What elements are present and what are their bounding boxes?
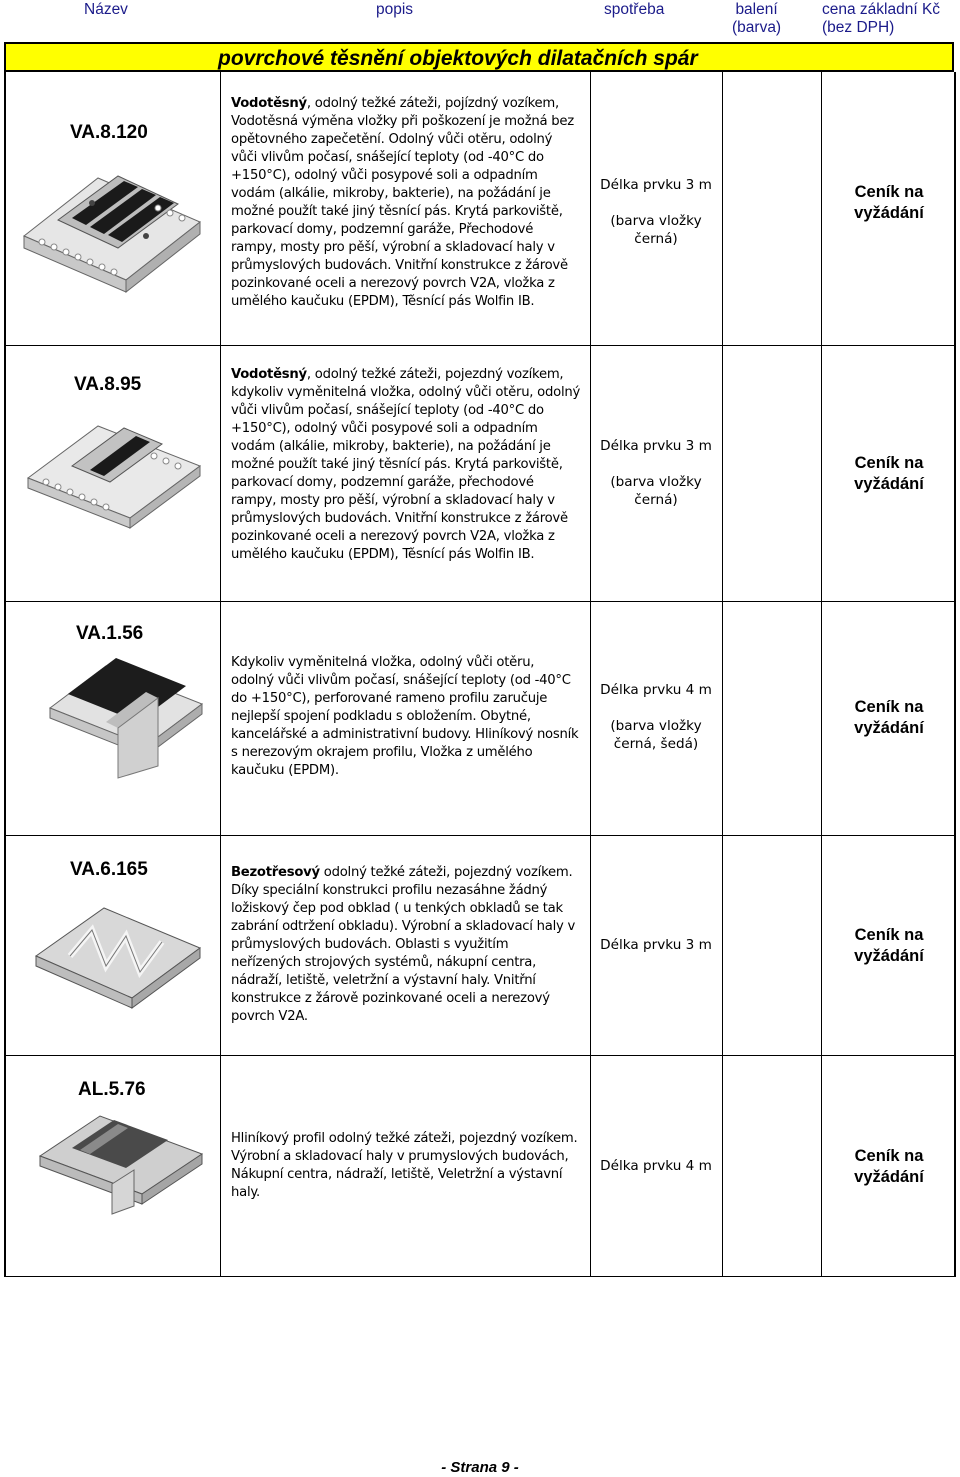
product-code: VA.8.120: [70, 122, 148, 143]
packaging-length: Délka prvku 3 m: [600, 937, 712, 953]
packaging-info: [591, 936, 721, 954]
packaging-length: Délka prvku 4 m: [600, 1158, 712, 1174]
product-description: [231, 95, 581, 311]
packaging-length: Délka prvku 3 m: [600, 438, 712, 454]
header-name: Název: [84, 1, 128, 18]
table-header: [0, 0, 960, 46]
product-code: VA.1.56: [76, 623, 144, 644]
packaging-color: (barva vložky černá): [610, 474, 702, 508]
description-highlight: Vodotěsný: [231, 367, 307, 382]
product-description: [231, 654, 581, 780]
packaging-info: [591, 437, 721, 509]
description-highlight: Bezotřesový: [231, 865, 320, 880]
product-code: VA.8.95: [74, 374, 142, 395]
packaging-info: [591, 1157, 721, 1175]
product-description: [231, 864, 581, 1026]
product-image: [18, 148, 208, 293]
section-title-bar: [4, 42, 954, 72]
packaging-length: Délka prvku 3 m: [600, 177, 712, 193]
description-text: Kdykoliv vyměnitelná vložka, odolný vůči otěru, odolný vůči vlivům počasí, snášející teploty (od -40°C do +150°C), perforované rameno profilu zaručuje nejlepší spojení podkladu s obložením. Obytné, kancelářské a administrativní budovy. Hliníkový nosník s nerezovým okrajem profilu, Vložka z umělého kaučuku (EPDM).: [231, 655, 579, 778]
product-image: [46, 648, 206, 783]
price-label: Ceník na vyžádání: [854, 1147, 924, 1186]
product-description: [231, 1130, 581, 1202]
price-label: Ceník na vyžádání: [854, 454, 924, 493]
packaging-color: (barva vložky černá, šedá): [610, 718, 702, 752]
description-text: , odolný težké záteži, pojezdný vozíkem, kdykoliv vyměnitelná vložka, odolný vůči otěru, odolný vůči vlivům počasí, snášející teploty (od -40°C do +150°C), odolný vůči posypové soli a odpadním vodám (alkálie, mikroby, bakterie), na požádání je možné použít také jiný těsnící pás. Krytá parkoviště, parkovací domy, podzemní garáže, přechodové rampy, mosty pro pěší, výrobní a skladovací haly v průmyslových budovách. Vnitřní konstrukce z žárově pozinkované oceli a nerezový povrch V2A, vložka z umělého kaučuku (EPDM), Těsnící pás Wolfin IB.: [231, 367, 581, 562]
packaging-color: (barva vložky černá): [610, 213, 702, 247]
product-image: [24, 400, 204, 530]
description-text: odolný težké záteži, pojezdný vozíkem. Díky speciální konstrukci profilu nezasáhne žádný ložiskový čep pod obklad ( u tenkých obkladů se tak zabrání odtržení obkladu). Výrobní a skladovací haly v průmyslových budovách. Oblasti s využitím neřízených strojových systémů, nákupní centra, nádraží, letiště, veletržní a výstavní haly. Vnitřní konstrukce z žárově pozinkované oceli a nerezový povrch V2A.: [231, 865, 576, 1024]
price-label: Ceník na vyžádání: [854, 698, 924, 737]
packaging-info: [591, 176, 721, 248]
header-usage: spotřeba: [604, 1, 665, 18]
page-number: - Strana 9 -: [441, 1459, 519, 1476]
header-price: cena základní Kč (bez DPH): [822, 1, 941, 36]
product-description: [231, 366, 581, 564]
description-highlight: Vodotěsný: [231, 96, 307, 111]
product-code: AL.5.76: [78, 1079, 146, 1100]
packaging-info: [591, 681, 721, 753]
header-packaging: balení (barva): [732, 1, 782, 36]
header-description: popis: [376, 1, 414, 18]
product-code: VA.6.165: [70, 859, 148, 880]
product-image: [36, 1104, 206, 1216]
section-title: povrchové těsnění objektových dilatačních spár: [218, 47, 698, 70]
price-label: Ceník na vyžádání: [854, 926, 924, 965]
price-label: Ceník na vyžádání: [854, 183, 924, 222]
description-text: Hliníkový profil odolný težké záteži, pojezdný vozíkem. Výrobní a skladovací haly v prumyslových budovách, Nákupní centra, nádraží, letiště, Veletržní a výstavní haly.: [231, 1131, 578, 1200]
packaging-length: Délka prvku 4 m: [600, 682, 712, 698]
product-image: [30, 886, 206, 1026]
description-text: , odolný težké záteži, pojízdný vozíkem, Vodotěsná výměna vložky při poškození je možná bez opětovného zapečetění. Odolný vůči otěru, odolný vůči vlivům počasí, snášející teploty (od -40°C do +150°C), odolný vůči posypové soli a odpadním vodám (alkálie, mikroby, bakterie), na požádání je možné použít také jiný těsnící pás. Krytá parkoviště, parkovací domy, podzemní garáže, Přechodové rampy, mosty pro pěší, výrobní a skladovací haly v průmyslových budovách. Vnitřní konstrukce z žárově pozinkované oceli a nerezový povrch V2A, vložka z umělého kaučuku (EPDM), Těsnící pás Wolfin IB.: [231, 96, 574, 309]
